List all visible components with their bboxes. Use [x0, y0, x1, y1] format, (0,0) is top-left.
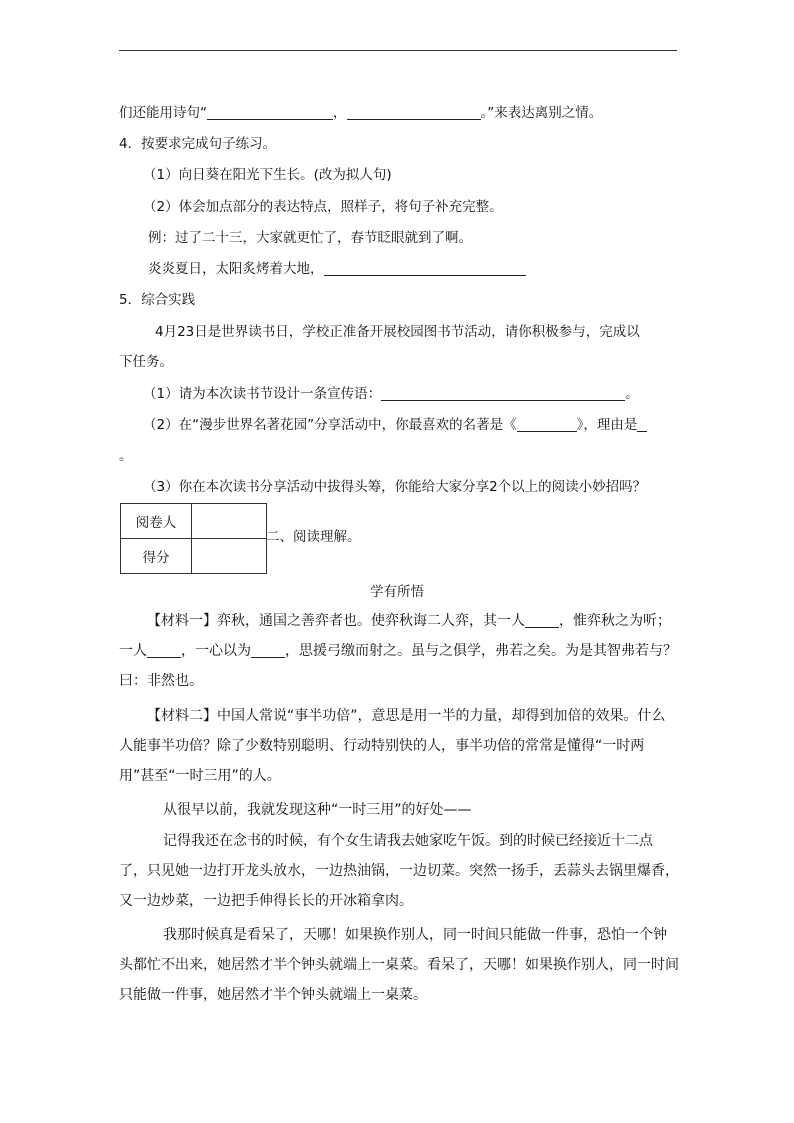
section-heading: 二、阅读理解。 — [266, 529, 361, 545]
paragraph-5-text: 我那时候真是看呆了，天哪！如果换作别人，同一时间只能做一件事，恐怕一个钟头都忙不出来，她居然才半个钟头就端上一桌菜。看呆了，天哪！如果换作别人，同一时间只能做一件事，她居然才半个钟头就端上一桌菜。 — [119, 927, 679, 1003]
poem-blank-1[interactable] — [207, 105, 333, 120]
book-title-blank[interactable] — [517, 417, 577, 432]
poem-prefix: 们还能用诗句“ — [119, 105, 207, 121]
q4-example: 例：过了二十三，大家就更忙了，春节眨眼就到了啊。 — [148, 230, 472, 246]
q5-item-2 — [143, 415, 647, 435]
q5-item-1 — [143, 384, 639, 404]
material-2-text: 【材料二】中国人常说“事半功倍”，意思是用一半的力量，却得到加倍的效果。什么人能事半功倍？除了少数特别聪明、行动特别快的人，事半功倍的常常是懂得“一时两用”甚至“一时三用”的人。 — [119, 708, 666, 784]
q4-fill-blank[interactable] — [324, 261, 526, 276]
m1-blank-2[interactable] — [147, 643, 181, 658]
q4-fill-line — [148, 259, 526, 279]
q4-title: 4．按要求完成句子练习。 — [119, 136, 277, 152]
poem-blank-2[interactable] — [347, 105, 481, 120]
q5-intro-line-2: 下任务。 — [119, 354, 173, 370]
poem-suffix: 。”来表达离别之情。 — [480, 105, 603, 121]
score-label: 得分 — [121, 539, 192, 574]
passage-title: 学有所悟 — [370, 584, 424, 600]
material-1 — [119, 606, 679, 696]
score-cell[interactable] — [192, 539, 267, 574]
reason-blank[interactable] — [637, 417, 647, 432]
material-1-f: 曰：非然也。 — [119, 673, 203, 689]
material-1-d: ，一心以为 — [181, 643, 251, 659]
m1-blank-1[interactable] — [525, 613, 559, 628]
q5-item-2-end: 。 — [119, 448, 133, 464]
paragraph-3-text: 从很早以前，我就发现这种“一时三用”的好处—— — [163, 802, 472, 818]
material-1-a: 【材料一】弈秋，通国之善弈者也。使弈秋诲二人弈，其一人 — [147, 613, 525, 629]
reviewer-cell[interactable] — [192, 504, 267, 539]
paragraph-4 — [119, 826, 679, 916]
header-rule — [119, 50, 677, 51]
material-1-e: ，思援弓缴而射之。虽与之俱学，弗若之矣。为是其智弗若与？ — [285, 643, 677, 659]
poem-comma: ， — [333, 105, 347, 121]
q4-item-2: （2）体会加点部分的表达特点，照样子，将句子补充完整。 — [143, 199, 503, 215]
q4-item-1: （1）向日葵在阳光下生长。(改为拟人句) — [143, 167, 392, 183]
paragraph-4-text: 记得我还在念书的时候，有个女生请我去她家吃午饭。到的时候已经接近十二点了，只见她一边打开龙头放水，一边热油锅，一边切菜。突然一扬手，丢蒜头去锅里爆香，又一边炒菜，一边把手伸得长长的开冰箱拿肉。 — [119, 833, 679, 909]
slogan-blank[interactable] — [381, 386, 625, 401]
material-2 — [119, 701, 679, 791]
q5-item-1-suffix: 。 — [625, 386, 639, 402]
q5-item-2-prefix: （2）在“漫步世界名著花园”分享活动中，你最喜欢的名著是《 — [143, 417, 517, 433]
q5-item-3: （3）你在本次读书分享活动中拔得头筹，你能给大家分享2个以上的阅读小妙招吗？ — [143, 479, 647, 495]
material-1-c: 一人 — [119, 643, 147, 659]
score-table — [120, 503, 267, 574]
poem-fill-line — [119, 103, 602, 123]
q5-item-1-prefix: （1）请为本次读书节设计一条宣传语： — [143, 386, 382, 402]
q5-intro-line-1: 4月23日是世界读书日，学校正准备开展校园图书节活动，请你积极参与，完成以 — [155, 324, 640, 340]
paragraph-3 — [119, 795, 679, 825]
q5-item-2-middle: 》，理由是 — [576, 417, 638, 433]
material-1-b: ，惟弈秋之为听； — [559, 613, 671, 629]
q5-title: 5．综合实践 — [119, 292, 196, 308]
q4-fill-prefix: 炎炎夏日，太阳炙烤着大地， — [148, 261, 324, 277]
reviewer-label: 阅卷人 — [121, 504, 192, 539]
m1-blank-3[interactable] — [251, 643, 285, 658]
paragraph-5 — [119, 920, 679, 1010]
